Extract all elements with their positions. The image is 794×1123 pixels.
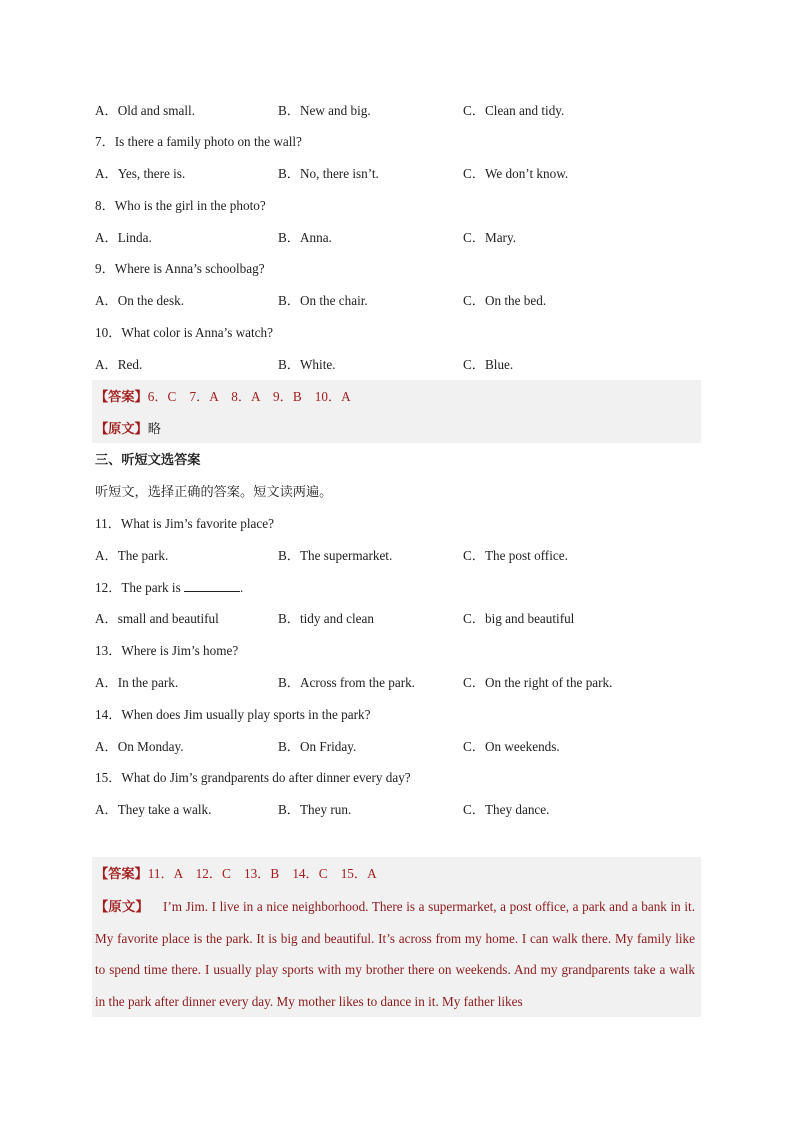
q10-option-b: B．White. (278, 357, 336, 372)
q12-suffix: . (240, 580, 244, 595)
q8-question: 8．Who is the girl in the photo? (95, 198, 266, 213)
q10-question: 10．What color is Anna’s watch? (95, 325, 273, 340)
q15-option-b: B．They run. (278, 802, 352, 817)
q7-options (95, 165, 695, 183)
q13-option-a: A．In the park. (95, 675, 179, 690)
transcript-tag: 【原文】 (95, 899, 150, 914)
q13-question: 13．Where is Jim’s home? (95, 643, 239, 658)
q12-prefix: 12．The park is (95, 580, 181, 595)
q14-question: 14．When does Jim usually play sports in the park? (95, 707, 371, 722)
answer-values: 11．A 12．C 13．B 14．C 15．A (147, 866, 377, 881)
q13-option-c: C．On the right of the park. (463, 675, 613, 690)
q14-option-c: C．On weekends. (463, 739, 560, 754)
q10-option-c: C．Blue. (463, 357, 514, 372)
q12-option-b: B．tidy and clean (278, 611, 374, 626)
section-instruction: 听短文，选择正确的答案。短文读两遍。 (95, 484, 333, 499)
transcript-text: 略 (147, 421, 161, 436)
q9-question: 9．Where is Anna’s schoolbag? (95, 261, 265, 276)
transcript-line-1 (95, 420, 161, 438)
q12-option-a: A．small and beautiful (95, 611, 219, 626)
q12-blank (184, 579, 240, 592)
q13-option-b: B．Across from the park. (278, 675, 415, 690)
q11-options (95, 547, 695, 565)
q6-option-a: A．Old and small. (95, 103, 195, 118)
q9-option-b: B．On the chair. (278, 293, 368, 308)
q15-option-a: A．They take a walk. (95, 802, 212, 817)
q12-options (95, 610, 695, 628)
q10-options (95, 356, 695, 374)
q11-question: 11．What is Jim’s favorite place? (95, 516, 274, 531)
transcript-text: I’m Jim. I live in a nice neighborhood. There is a supermarket, a post office, a park and a bank in it. My favorite place is the park. It is big and beautiful. It’s across from my home. I can walk there. My family like to spend time there. I usually play sports with my brother there on weekends. And my grandparents take a walk in the park after dinner every day. My mother likes to dance in it. My father likes (95, 899, 696, 1009)
q6-option-b: B．New and big. (278, 103, 371, 118)
q9-option-c: C．On the bed. (463, 293, 547, 308)
answer-line-2 (95, 865, 377, 883)
q8-option-a: A．Linda. (95, 230, 152, 245)
q8-option-b: B．Anna. (278, 230, 332, 245)
q7-question: 7．Is there a family photo on the wall? (95, 134, 302, 149)
q13-options (95, 674, 695, 692)
q7-option-c: C．We don’t know. (463, 166, 569, 181)
q14-option-b: B．On Friday. (278, 739, 357, 754)
answer-tag: 【答案】 (95, 389, 148, 404)
q8-option-c: C．Mary. (463, 230, 516, 245)
q15-option-c: C．They dance. (463, 802, 550, 817)
answer-line-1 (95, 388, 351, 406)
q11-option-b: B．The supermarket. (278, 548, 393, 563)
q7-option-a: A．Yes, there is. (95, 166, 186, 181)
section-heading: 三、听短文选答案 (95, 452, 201, 467)
q10-option-a: A．Red. (95, 357, 143, 372)
q6-options (95, 102, 695, 120)
q11-option-a: A．The park. (95, 548, 169, 563)
transcript-paragraph (95, 891, 695, 1017)
transcript-tag: 【原文】 (95, 421, 148, 436)
q7-option-b: B．No, there isn’t. (278, 166, 379, 181)
q11-option-c: C．The post office. (463, 548, 568, 563)
q15-options (95, 801, 695, 819)
q15-question: 15．What do Jim’s grandparents do after dinner every day? (95, 770, 411, 785)
answer-values: 6．C 7．A 8．A 9．B 10．A (147, 389, 351, 404)
q14-option-a: A．On Monday. (95, 739, 184, 754)
q9-option-a: A．On the desk. (95, 293, 185, 308)
q8-options (95, 229, 695, 247)
q12-question (95, 579, 243, 597)
answer-tag: 【答案】 (95, 866, 148, 881)
q12-option-c: C．big and beautiful (463, 611, 575, 626)
q9-options (95, 292, 695, 310)
q6-option-c: C．Clean and tidy. (463, 103, 565, 118)
q14-options (95, 738, 695, 756)
